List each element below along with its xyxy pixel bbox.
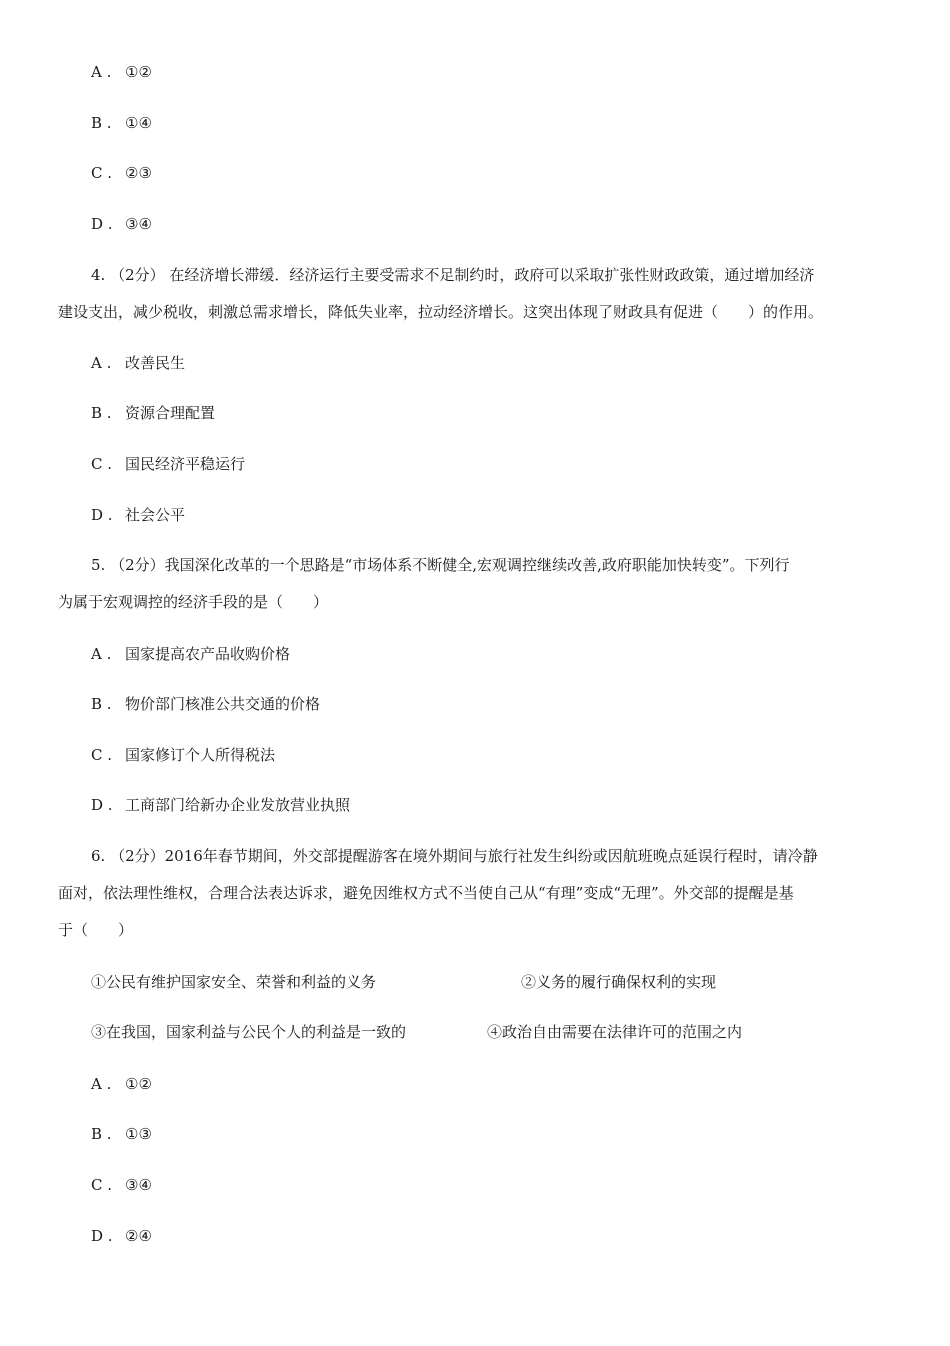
option-letter: A . <box>91 63 112 81</box>
option-letter: B . <box>91 114 112 132</box>
option-letter: D . <box>91 506 113 524</box>
q4-option-c <box>91 454 245 474</box>
q6-stem-line2: 面对，依法理性维权，合理合法表达诉求，避免因维权方式不当使自己从“有理”变成“无理”。外交部的提醒是基 <box>58 884 794 902</box>
q6-option-a <box>91 1074 152 1094</box>
option-text: 资源合理配置 <box>125 404 216 422</box>
option-letter: A . <box>91 354 112 372</box>
q5-stem-line2: 为属于宏观调控的经济手段的是（ ） <box>58 593 329 611</box>
q3-option-c <box>91 163 152 183</box>
option-letter: D . <box>91 796 113 814</box>
option-text: 改善民生 <box>125 354 186 372</box>
q6-statement-4: ④政治自由需要在法律许可的范围之内 <box>487 1023 743 1041</box>
q3-option-d <box>91 214 152 234</box>
q5-option-b <box>91 694 320 714</box>
option-text: ③④ <box>125 215 152 233</box>
option-letter: B . <box>91 404 112 422</box>
option-letter: B . <box>91 695 112 713</box>
option-text: 社会公平 <box>125 506 186 524</box>
q4-stem-line2: 建设支出，减少税收，刺激总需求增长，降低失业率，拉动经济增长。这突出体现了财政具有促进（ ）的作用。 <box>58 303 824 321</box>
q4-option-b <box>91 403 215 423</box>
q6-option-c <box>91 1175 152 1195</box>
option-letter: D . <box>91 1227 113 1245</box>
q5-stem-line1: 5. （2分）我国深化改革的一个思路是“市场体系不断健全,宏观调控继续改善,政府职能加快转变”。下列行 <box>91 556 790 574</box>
q3-option-b <box>91 113 152 133</box>
option-letter: D . <box>91 215 113 233</box>
option-text: ③④ <box>125 1176 152 1194</box>
q6-statement-3: ③在我国，国家利益与公民个人的利益是一致的 <box>91 1023 407 1041</box>
option-letter: B . <box>91 1125 112 1143</box>
option-text: ②③ <box>125 164 152 182</box>
q6-stem-line3: 于（ ） <box>58 921 134 939</box>
option-letter: A . <box>91 645 112 663</box>
option-text: 工商部门给新办企业发放营业执照 <box>125 796 351 814</box>
option-letter: C . <box>91 1176 113 1194</box>
option-text: ①③ <box>125 1125 152 1143</box>
option-text: ①② <box>125 63 152 81</box>
option-letter: A . <box>91 1075 112 1093</box>
option-text: ②④ <box>125 1227 152 1245</box>
q6-option-b <box>91 1124 152 1144</box>
option-letter: C . <box>91 164 113 182</box>
option-text: 物价部门核准公共交通的价格 <box>125 695 321 713</box>
option-text: ①② <box>125 1075 152 1093</box>
option-text: ①④ <box>125 114 152 132</box>
q3-option-a <box>91 62 152 82</box>
q6-stem-line1: 6. （2分）2016年春节期间，外交部提醒游客在境外期间与旅行社发生纠纷或因航班晚点延误行程时，请冷静 <box>91 847 818 865</box>
q4-option-d <box>91 505 185 525</box>
q6-statement-1: ①公民有维护国家安全、荣誉和利益的义务 <box>91 973 377 991</box>
q6-statement-2: ②义务的履行确保权利的实现 <box>521 973 717 991</box>
q6-option-d <box>91 1226 152 1246</box>
option-letter: C . <box>91 746 113 764</box>
q5-option-c <box>91 745 275 765</box>
option-text: 国家提高农产品收购价格 <box>125 645 291 663</box>
q5-option-a <box>91 644 290 664</box>
q4-option-a <box>91 353 185 373</box>
option-letter: C . <box>91 455 113 473</box>
q5-option-d <box>91 795 350 815</box>
option-text: 国家修订个人所得税法 <box>125 746 276 764</box>
q4-stem-line1: 4. （2分） 在经济增长滞缓．经济运行主要受需求不足制约时，政府可以采取扩张性财政政策，通过增加经济 <box>91 266 815 284</box>
option-text: 国民经济平稳运行 <box>125 455 246 473</box>
